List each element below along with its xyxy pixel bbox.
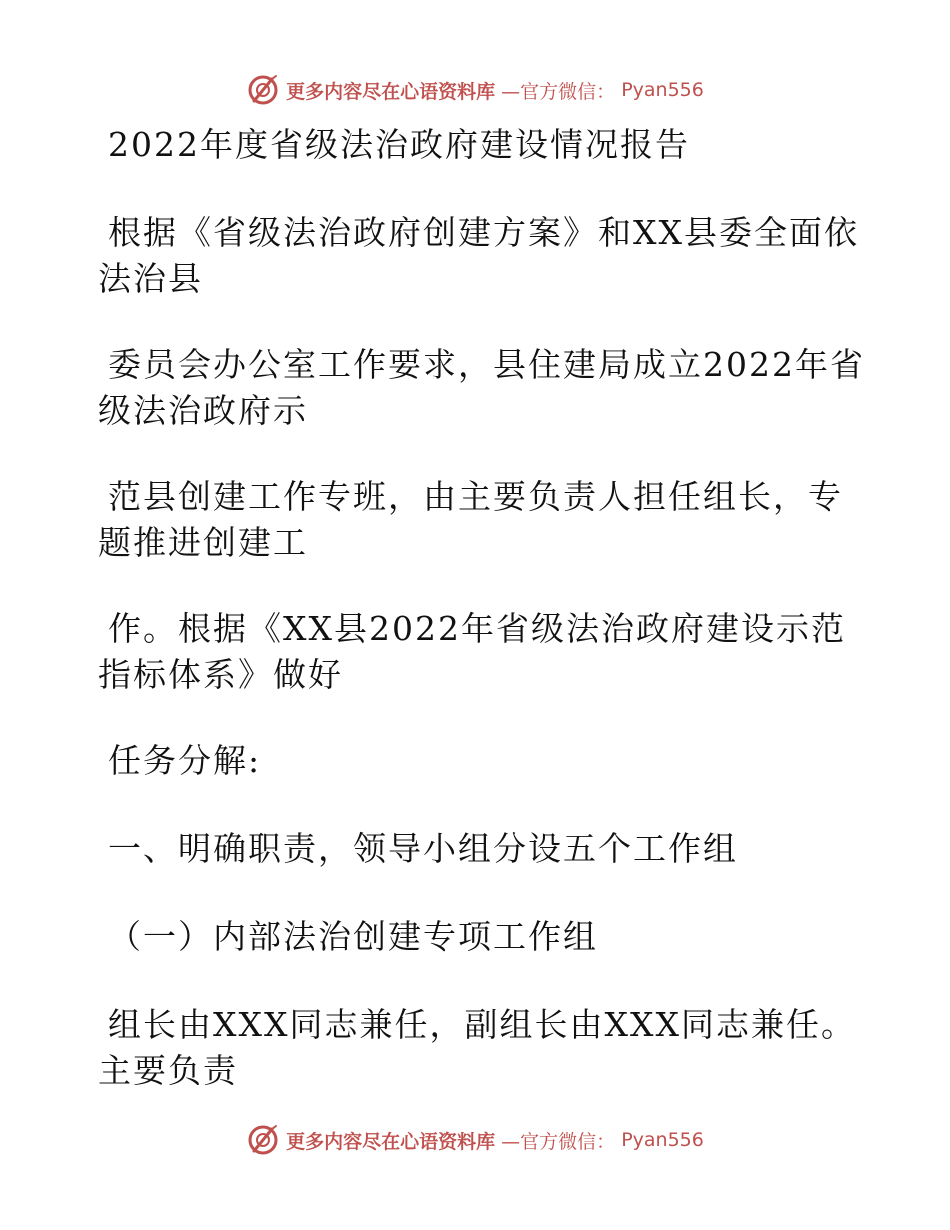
pen-logo-icon [246, 73, 280, 107]
watermark-text: 更多内容尽在心语资料库 [286, 1130, 496, 1153]
watermark-separator: —官方微信： [501, 80, 616, 103]
pen-logo-icon [246, 1123, 280, 1157]
watermark-footer [0, 1120, 950, 1160]
paragraph-1: 根据《省级法治政府创建方案》和XX县委全面依法治县 [98, 213, 859, 298]
watermark-header [0, 70, 950, 110]
paragraph-4: 作。根据《XX县2022年省级法治政府建设示范指标体系》做好 [98, 609, 846, 694]
paragraph-5: 任务分解: [108, 741, 262, 780]
watermark-wechat-id: Pyan556 [621, 1129, 704, 1151]
document-body [98, 122, 868, 1134]
document-title: 2022年度省级法治政府建设情况报告 [108, 125, 690, 164]
watermark-wechat-id: Pyan556 [621, 79, 704, 101]
watermark-text: 更多内容尽在心语资料库 [286, 80, 496, 103]
paragraph-3: 范县创建工作专班，由主要负责人担任组长，专题推进创建工 [98, 477, 843, 562]
watermark-separator: —官方微信： [501, 1130, 616, 1153]
paragraph-2: 委员会办公室工作要求，县住建局成立2022年省级法治政府示 [98, 345, 865, 430]
section-heading-1: 一、明确职责，领导小组分设五个工作组 [108, 829, 738, 868]
paragraph-6: 组长由XXX同志兼任，副组长由XXX同志兼任。主要负责 [98, 1005, 856, 1090]
subsection-heading-1: （一）内部法治创建专项工作组 [108, 917, 598, 956]
